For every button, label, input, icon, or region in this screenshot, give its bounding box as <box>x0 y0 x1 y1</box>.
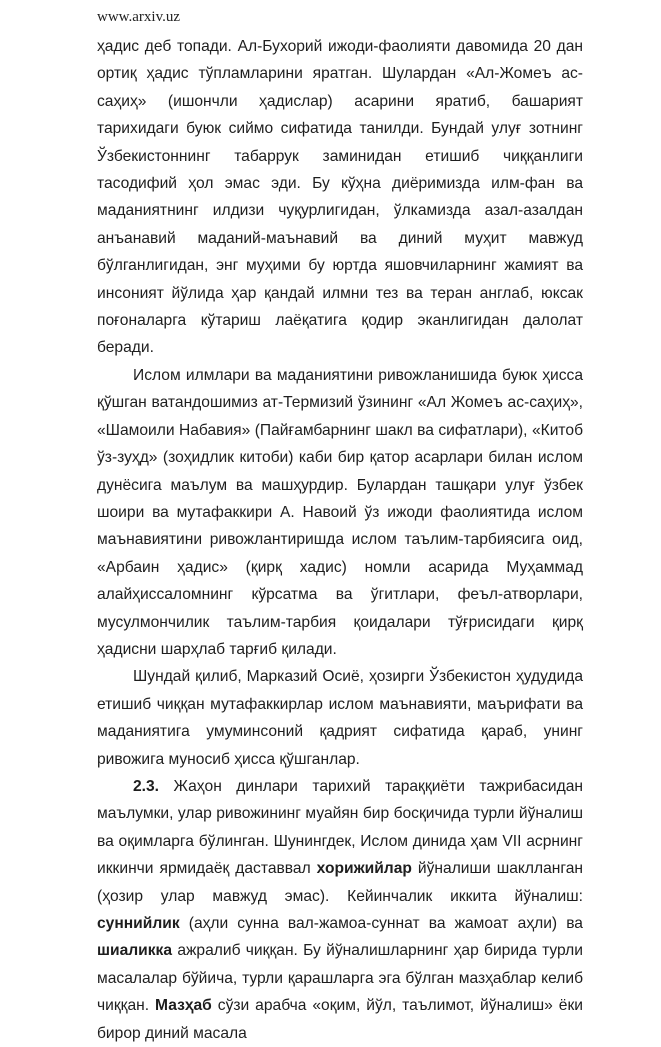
paragraph-termiziy: Ислом илмлари ва маданиятини ривожланишида буюк ҳисса қўшган ватандошимиз ат-Термизий ўзининг «Ал Жомеъ ас-саҳиҳ», «Шамоили Набавия» (Пайғамбарнинг шакл ва сифатлари), «Китоб ўз-зуҳд» (зоҳидлик китоби) каби бир қатор асарлари билан ислом дунёсига маълум ва машҳурдир. Булардан ташқари улуғ ўзбек шоири ва мутафаккири А. Навоий ўз ижоди фаолиятида ислом маънавиятини ривожлантиришда ислом таълим-тарбиясига оид, «Арбаин ҳадис» (қирқ хадис) номли асарида Муҳаммад алайҳиссаломнинг кўрсатма ва ўгитлари, феъл-атворлари, мусулмончилик таълим-тарбия қоидалари тўғрисидаги қирқ ҳадисни шарҳлаб тарғиб қилади. <box>97 366 583 658</box>
term-sunniylik: суннийлик <box>97 915 180 932</box>
term-mazhab: Мазҳаб <box>155 997 212 1015</box>
section-text-part: Жаҳон динлари тарихий тараққиёти тажрибасидан маълумки, улар ривожининг муайян бир босқичида турли йўналиш ва оқимларга бўлинган. Шунингдек, Ислом динида ҳам VII асрнинг иккинчи ярмидаёқ даставвал <box>97 777 583 878</box>
term-khorijiylar: хорижийлар <box>316 860 412 878</box>
paragraph-conclusion: Шундай қилиб, Марказий Осиё, ҳозирги Ўзбекистон ҳудудида етишиб чиққан мутафаккирлар ислом маънавияти, маърифати ва маданиятига умуминсоний қадрият сифатида қараб, унинг ривожига муносиб ҳисса қўшганлар. <box>97 668 583 768</box>
section-number: 2.3. <box>133 777 160 795</box>
site-url: www.arxiv.uz <box>97 9 181 25</box>
section-text-part: йўналиши шаклланган (ҳозир улар мавжуд эмас). Кейинчалик иккита йўналиш: <box>97 860 583 905</box>
paragraph-section-2-3 <box>97 773 583 1047</box>
body-text <box>97 33 583 1047</box>
section-text-part: ажралиб чиққан. Бу йўналишларнинг ҳар бирида турли масалалар бўйича, турли қарашларга эга бўлган мазҳаблар келиб чиққан. <box>97 942 583 1015</box>
term-shialik: шиаликка <box>97 942 173 960</box>
section-text-part: (аҳли сунна вал-жамоа-суннат ва жамоат аҳли) ва <box>179 915 583 932</box>
section-text-part: сўзи арабча «оқим, йўл, таълимот, йўналиш» ёки бирор диний масала <box>97 997 583 1042</box>
paragraph-continuation: ҳадис деб топади. Ал-Бухорий ижоди-фаолияти давомида 20 дан ортиқ ҳадис тўпламларини яратган. Шулардан «Ал-Жомеъ ас-саҳиҳ» (ишончли ҳадислар) асарини яратиб, башарият тарихидаги буюк сиймо сифатида танилди. Бундай улуғ зотнинг Ўзбекистоннинг табаррук заминидан етишиб чиққанлиги тасодифий ҳол эмас эди. Бу кўҳна диёримизда илм-фан ва маданиятнинг илдизи чуқурлигидан, ўлкамизда азал-азалдан анъанавий маданий-маънавий ва диний муҳит мавжуд бўлганлигидан, энг муҳими бу юртда яшовчиларнинг жамият ва инсоният йўлида ҳар қандай илмни тез ва теран англаб, юксак поғоналарга кўтариш лаёқатига қодир эканлигидан далолат беради. <box>97 38 583 357</box>
